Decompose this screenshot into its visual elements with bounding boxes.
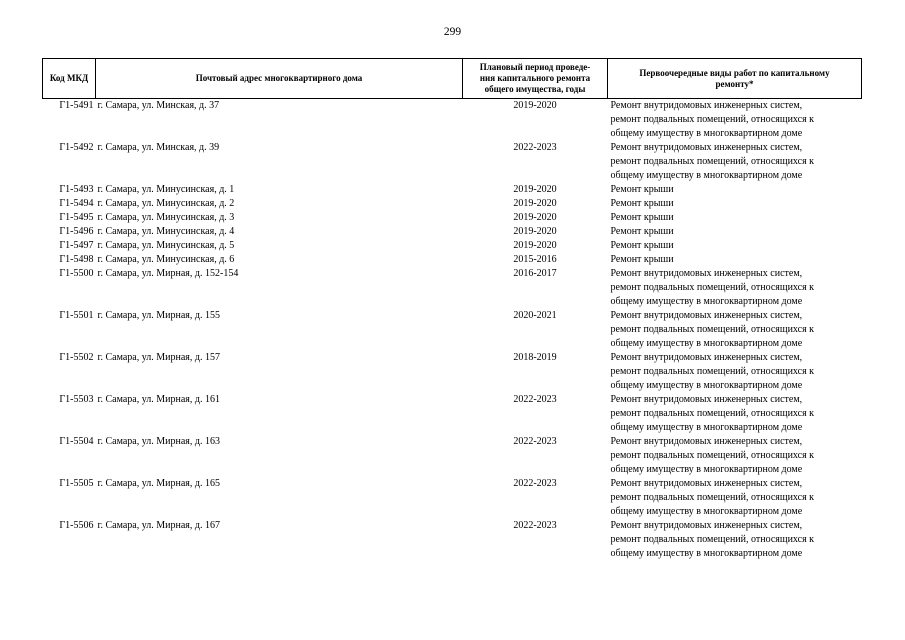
period-cell: 2020-2021 bbox=[513, 310, 557, 321]
address-cell: г. Самара, ул. Минусинская, д. 2 bbox=[97, 198, 235, 209]
code-cell: Г1-5505 bbox=[59, 478, 94, 489]
header-period bbox=[463, 59, 608, 99]
work-line: Ремонт внутридомовых инженерных систем, bbox=[610, 310, 803, 321]
address-cell: г. Самара, ул. Мирная, д. 165 bbox=[97, 478, 220, 489]
period-cell: 2022-2023 bbox=[513, 436, 557, 447]
period-cell: 2018-2019 bbox=[513, 352, 557, 363]
table-row bbox=[43, 183, 862, 197]
work-line: общему имуществу в многоквартирном доме bbox=[610, 548, 803, 559]
work-cell bbox=[608, 183, 862, 197]
work-line: Ремонт внутридомовых инженерных систем, bbox=[610, 268, 803, 279]
work-line: Ремонт крыши bbox=[610, 226, 674, 237]
code-cell: Г1-5498 bbox=[59, 254, 94, 265]
code-cell: Г1-5493 bbox=[59, 184, 94, 195]
address-cell: г. Самара, ул. Мирная, д. 163 bbox=[97, 436, 220, 447]
table-row bbox=[43, 519, 862, 561]
table-row bbox=[43, 225, 862, 239]
work-line: Ремонт внутридомовых инженерных систем, bbox=[610, 142, 803, 153]
header-work bbox=[608, 59, 862, 99]
header-work-line: Первоочередные виды работ по капитальному bbox=[639, 67, 830, 78]
code-cell: Г1-5491 bbox=[59, 100, 94, 111]
work-line: общему имуществу в многоквартирном доме bbox=[610, 380, 803, 391]
work-cell bbox=[608, 477, 862, 519]
work-line: Ремонт крыши bbox=[610, 198, 674, 209]
address-cell: г. Самара, ул. Мирная, д. 157 bbox=[97, 352, 220, 363]
work-cell bbox=[608, 253, 862, 267]
table-row bbox=[43, 211, 862, 225]
work-line: ремонт подвальных помещений, относящихся к bbox=[610, 156, 815, 167]
work-cell bbox=[608, 519, 862, 561]
work-line: Ремонт внутридомовых инженерных систем, bbox=[610, 352, 803, 363]
work-cell bbox=[608, 351, 862, 393]
address-cell: г. Самара, ул. Минусинская, д. 5 bbox=[97, 240, 235, 251]
header-address: Почтовый адрес многоквартирного дома bbox=[96, 59, 463, 99]
table-row bbox=[43, 197, 862, 211]
work-cell bbox=[608, 267, 862, 309]
work-line: ремонт подвальных помещений, относящихся к bbox=[610, 282, 815, 293]
address-cell: г. Самара, ул. Минусинская, д. 6 bbox=[97, 254, 235, 265]
work-line: ремонт подвальных помещений, относящихся к bbox=[610, 366, 815, 377]
work-cell bbox=[608, 393, 862, 435]
work-cell bbox=[608, 239, 862, 253]
period-cell: 2019-2020 bbox=[513, 184, 557, 195]
table-row bbox=[43, 351, 862, 393]
work-line: Ремонт внутридомовых инженерных систем, bbox=[610, 520, 803, 531]
work-line: Ремонт крыши bbox=[610, 184, 674, 195]
table-row bbox=[43, 253, 862, 267]
capital-repair-table bbox=[42, 58, 862, 561]
work-cell bbox=[608, 211, 862, 225]
work-line: Ремонт крыши bbox=[610, 212, 674, 223]
work-cell bbox=[608, 225, 862, 239]
period-cell: 2019-2020 bbox=[513, 212, 557, 223]
work-cell bbox=[608, 309, 862, 351]
header-period-line: ния капитального ремонта bbox=[479, 73, 591, 83]
work-line: ремонт подвальных помещений, относящихся к bbox=[610, 450, 815, 461]
work-line: общему имуществу в многоквартирном доме bbox=[610, 506, 803, 517]
work-line: ремонт подвальных помещений, относящихся к bbox=[610, 492, 815, 503]
period-cell: 2022-2023 bbox=[513, 142, 557, 153]
code-cell: Г1-5506 bbox=[59, 520, 94, 531]
work-line: Ремонт внутридомовых инженерных систем, bbox=[610, 436, 803, 447]
work-line: Ремонт крыши bbox=[610, 240, 674, 251]
period-cell: 2019-2020 bbox=[513, 240, 557, 251]
work-line: ремонт подвальных помещений, относящихся к bbox=[610, 114, 815, 125]
code-cell: Г1-5502 bbox=[59, 352, 94, 363]
address-cell: г. Самара, ул. Мирная, д. 155 bbox=[97, 310, 220, 321]
address-cell: г. Самара, ул. Мирная, д. 152-154 bbox=[97, 268, 239, 279]
address-cell: г. Самара, ул. Минусинская, д. 4 bbox=[97, 226, 235, 237]
code-cell: Г1-5492 bbox=[59, 142, 94, 153]
table-row bbox=[43, 239, 862, 253]
work-line: общему имуществу в многоквартирном доме bbox=[610, 296, 803, 307]
work-line: Ремонт внутридомовых инженерных систем, bbox=[610, 478, 803, 489]
period-cell: 2022-2023 bbox=[513, 478, 557, 489]
work-cell bbox=[608, 141, 862, 183]
period-cell: 2019-2020 bbox=[513, 226, 557, 237]
work-line: Ремонт внутридомовых инженерных систем, bbox=[610, 394, 803, 405]
period-cell: 2019-2020 bbox=[513, 100, 557, 111]
table-row bbox=[43, 267, 862, 309]
work-line: общему имуществу в многоквартирном доме bbox=[610, 128, 803, 139]
work-line: общему имуществу в многоквартирном доме bbox=[610, 338, 803, 349]
header-code: Код МКД bbox=[43, 59, 96, 99]
table-row bbox=[43, 309, 862, 351]
page-number: 299 bbox=[443, 26, 462, 38]
table-row bbox=[43, 477, 862, 519]
address-cell: г. Самара, ул. Мирная, д. 161 bbox=[97, 394, 220, 405]
code-cell: Г1-5497 bbox=[59, 240, 94, 251]
work-line: ремонт подвальных помещений, относящихся к bbox=[610, 408, 815, 419]
work-line: общему имуществу в многоквартирном доме bbox=[610, 422, 803, 433]
table-row bbox=[43, 393, 862, 435]
work-cell bbox=[608, 99, 862, 142]
work-line: ремонт подвальных помещений, относящихся к bbox=[610, 534, 815, 545]
table-body bbox=[43, 99, 862, 562]
address-cell: г. Самара, ул. Минусинская, д. 1 bbox=[97, 184, 235, 195]
work-line: общему имуществу в многоквартирном доме bbox=[610, 464, 803, 475]
code-cell: Г1-5495 bbox=[59, 212, 94, 223]
header-period-line: общего имущества, годы bbox=[484, 84, 586, 94]
work-line: общему имуществу в многоквартирном доме bbox=[610, 170, 803, 181]
period-cell: 2022-2023 bbox=[513, 394, 557, 405]
period-cell: 2016-2017 bbox=[513, 268, 557, 279]
period-cell: 2015-2016 bbox=[513, 254, 557, 265]
header-work-line: ремонту* bbox=[715, 78, 754, 89]
table-row bbox=[43, 99, 862, 142]
work-cell bbox=[608, 197, 862, 211]
table-header-row bbox=[43, 59, 862, 99]
address-cell: г. Самара, ул. Минская, д. 37 bbox=[97, 100, 220, 111]
code-cell: Г1-5504 bbox=[59, 436, 94, 447]
address-cell: г. Самара, ул. Мирная, д. 167 bbox=[97, 520, 220, 531]
header-period-line: Плановый период проведе- bbox=[479, 62, 591, 72]
code-cell: Г1-5500 bbox=[59, 268, 94, 279]
address-cell: г. Самара, ул. Минусинская, д. 3 bbox=[97, 212, 235, 223]
code-cell: Г1-5496 bbox=[59, 226, 94, 237]
code-cell: Г1-5494 bbox=[59, 198, 94, 209]
period-cell: 2022-2023 bbox=[513, 520, 557, 531]
period-cell: 2019-2020 bbox=[513, 198, 557, 209]
code-cell: Г1-5501 bbox=[59, 310, 94, 321]
work-cell bbox=[608, 435, 862, 477]
address-cell: г. Самара, ул. Минская, д. 39 bbox=[97, 142, 220, 153]
code-cell: Г1-5503 bbox=[59, 394, 94, 405]
table-row bbox=[43, 435, 862, 477]
work-line: Ремонт крыши bbox=[610, 254, 674, 265]
work-line: Ремонт внутридомовых инженерных систем, bbox=[610, 100, 803, 111]
table-row bbox=[43, 141, 862, 183]
work-line: ремонт подвальных помещений, относящихся к bbox=[610, 324, 815, 335]
